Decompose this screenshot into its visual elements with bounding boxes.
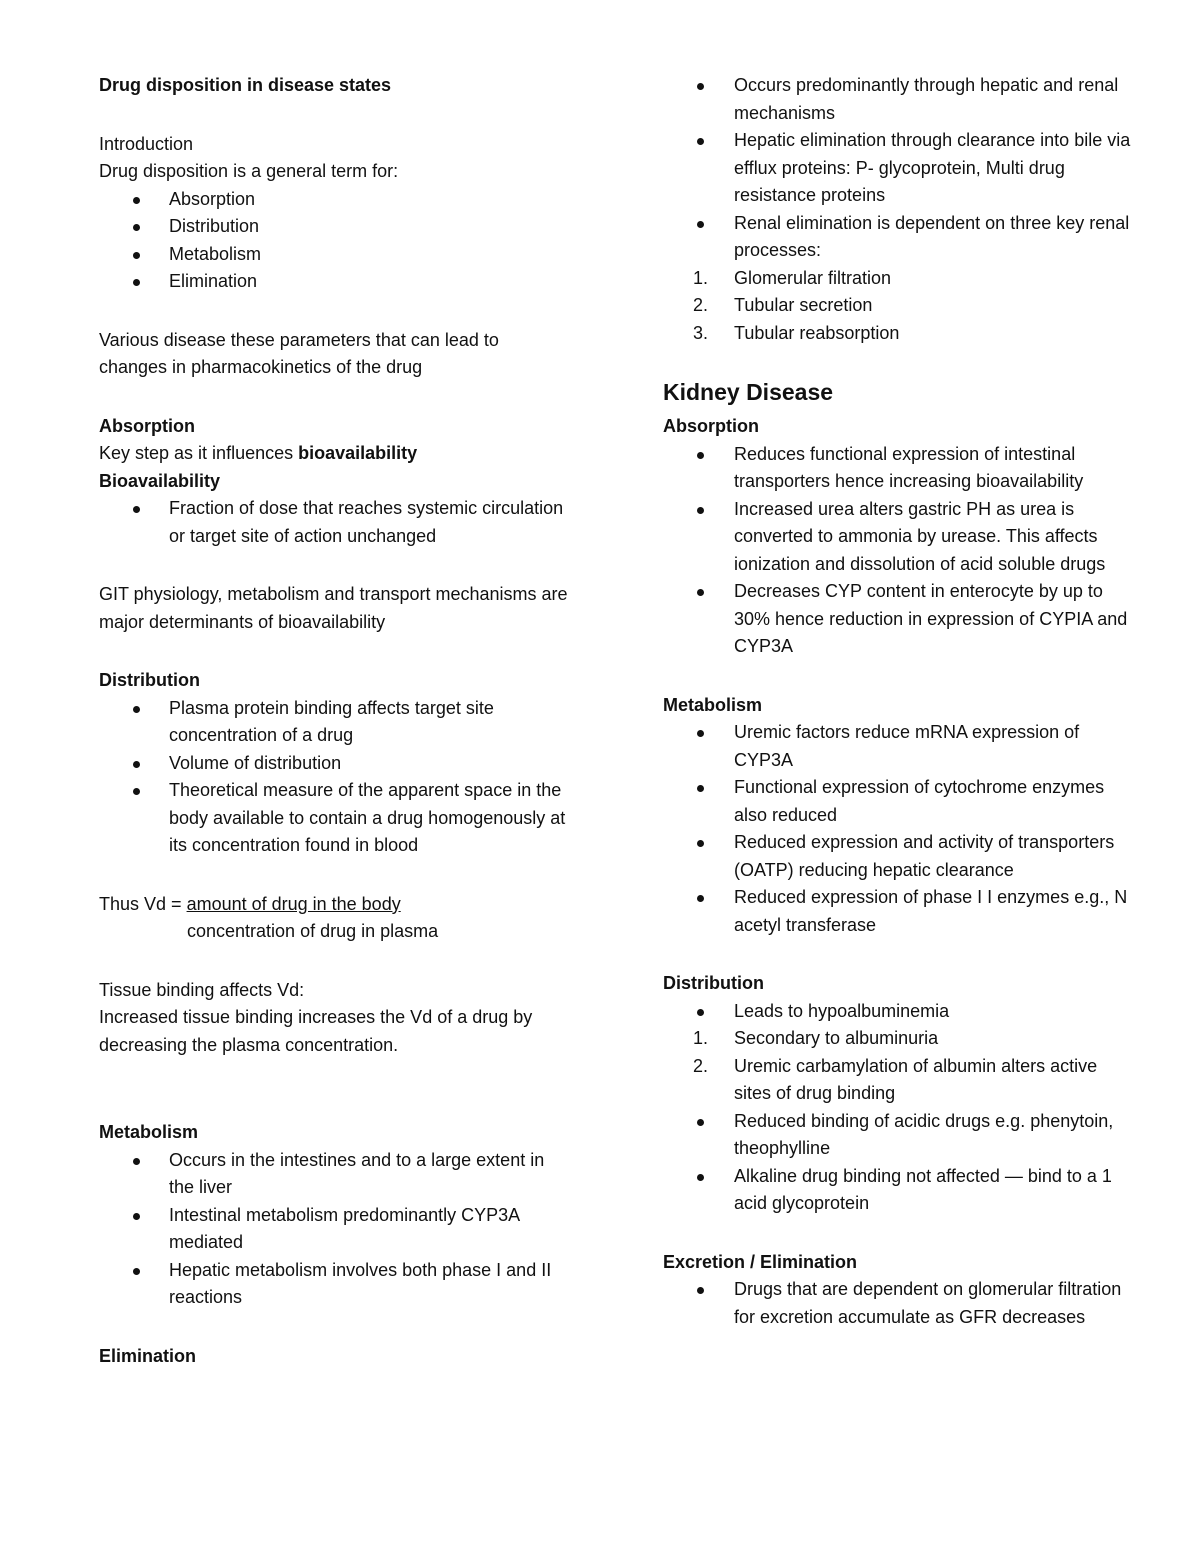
- list-item: Occurs in the intestines and to a large extent in the liver: [169, 1149, 545, 1197]
- introduction-text: Drug disposition is a general term for:: [99, 161, 399, 181]
- kidney-absorption-list: [663, 441, 1133, 661]
- list-item: Theoretical measure of the apparent space in the body available to contain a drug homogenously at its concentration found in blood: [169, 780, 566, 855]
- kidney-absorption-heading: Absorption: [663, 416, 759, 436]
- list-number: 3.: [693, 322, 709, 343]
- list-item: Metabolism: [169, 243, 262, 264]
- list-number: 1.: [693, 1028, 709, 1048]
- kidney-metabolism-list: [663, 719, 1133, 939]
- list-item: Uremic factors reduce mRNA expression of CYP3A: [734, 722, 1080, 770]
- left-column: [99, 72, 569, 1370]
- list-number: 2.: [693, 295, 709, 315]
- list-item: Increased urea alters gastric PH as urea is converted to ammonia by urease. This affects ionization and dissolution of acid soluble drugs: [734, 498, 1106, 574]
- list-item: Drugs that are dependent on glomerular filtration for excretion accumulate as GFR decreases: [734, 1279, 1122, 1327]
- list-item: 2. Uremic carbamylation of albumin alters active sites of drug binding: [663, 1053, 1133, 1108]
- list-item: Leads to hypoalbuminemia: [734, 1000, 950, 1021]
- absorption-heading: Absorption: [99, 415, 195, 436]
- git-text: GIT physiology, metabolism and transport mechanisms are major determinants of bioavailability: [99, 584, 568, 632]
- excretion-list: [663, 1276, 1133, 1331]
- elimination-heading: Elimination: [99, 1345, 197, 1366]
- metabolism-list: [99, 1147, 569, 1312]
- kidney-distribution-heading: Distribution: [663, 973, 764, 993]
- tissue-binding-text: Increased tissue binding increases the Vd of a drug by decreasing the plasma concentration.: [99, 1007, 533, 1055]
- intro-list: [99, 186, 569, 296]
- list-item: Volume of distribution: [169, 752, 342, 773]
- list-item: 1. Glomerular filtration: [663, 265, 1133, 293]
- renal-processes-list: [663, 265, 1133, 348]
- list-item: Hepatic elimination through clearance into bile via efflux proteins: P- glycoprotein, Multi drug resistance proteins: [734, 130, 1131, 205]
- list-item: Distribution: [169, 216, 260, 236]
- kidney-metabolism-heading: Metabolism: [663, 694, 763, 715]
- introduction-heading: Introduction: [99, 133, 194, 154]
- list-item: Intestinal metabolism predominantly CYP3A mediated: [169, 1204, 520, 1252]
- list-item: 2. Tubular secretion: [663, 292, 1133, 320]
- vd-numerator: amount of drug in the body: [186, 893, 401, 914]
- vd-formula: Thus Vd = amount of drug in the body: [99, 893, 401, 914]
- elimination-list: [663, 72, 1133, 265]
- various-disease-text: Various disease these parameters that can lead to changes in pharmacokinetics of the drug: [99, 329, 499, 377]
- bioavailability-list: [99, 495, 569, 550]
- list-item: Reduced binding of acidic drugs e.g. phenytoin, theophylline: [734, 1110, 1114, 1158]
- tissue-binding-heading: Tissue binding affects Vd:: [99, 979, 305, 1000]
- list-item: Reduces functional expression of intestinal transporters hence increasing bioavailability: [734, 443, 1084, 491]
- kidney-distribution-list-2: [663, 1108, 1133, 1218]
- kidney-disease-heading: Kidney Disease: [663, 379, 834, 405]
- list-item: Absorption: [169, 188, 256, 209]
- list-item: Decreases CYP content in enterocyte by up to 30% hence reduction in expression of CYPIA and CYP3A: [734, 581, 1128, 656]
- list-item: Plasma protein binding affects target site concentration of a drug: [169, 697, 494, 745]
- vd-denominator: concentration of drug in plasma: [187, 921, 439, 941]
- list-item: Fraction of dose that reaches systemic circulation or target site of action unchanged: [169, 498, 564, 546]
- list-item: Elimination: [169, 271, 258, 291]
- key-step-text: Key step as it influences bioavailability: [99, 443, 418, 463]
- list-item: Reduced expression and activity of transporters (OATP) reducing hepatic clearance: [734, 832, 1115, 880]
- list-item: Reduced expression of phase I I enzymes e.g., N acetyl transferase: [734, 887, 1128, 935]
- list-item: Occurs predominantly through hepatic and renal mechanisms: [734, 75, 1119, 123]
- excretion-heading: Excretion / Elimination: [663, 1251, 858, 1272]
- distribution-list: [99, 695, 569, 860]
- metabolism-heading: Metabolism: [99, 1122, 199, 1142]
- kidney-distribution-numbered: [663, 1025, 1133, 1108]
- list-item: 1. Secondary to albuminuria: [663, 1025, 1133, 1053]
- list-item: Alkaline drug binding not affected — bind to a 1 acid glycoprotein: [734, 1165, 1112, 1213]
- kidney-distribution-list: [663, 998, 1133, 1026]
- distribution-heading: Distribution: [99, 670, 200, 690]
- list-item: Functional expression of cytochrome enzymes also reduced: [734, 777, 1105, 825]
- list-number: 2.: [693, 1055, 709, 1076]
- list-item: Renal elimination is dependent on three key renal processes:: [734, 212, 1130, 260]
- list-item: 3. Tubular reabsorption: [663, 320, 1133, 348]
- bioavailability-heading: Bioavailability: [99, 470, 221, 491]
- document-title: Drug disposition in disease states: [99, 75, 392, 95]
- right-column: [663, 72, 1133, 1331]
- list-item: Hepatic metabolism involves both phase I and II reactions: [169, 1259, 552, 1307]
- list-number: 1.: [693, 267, 709, 288]
